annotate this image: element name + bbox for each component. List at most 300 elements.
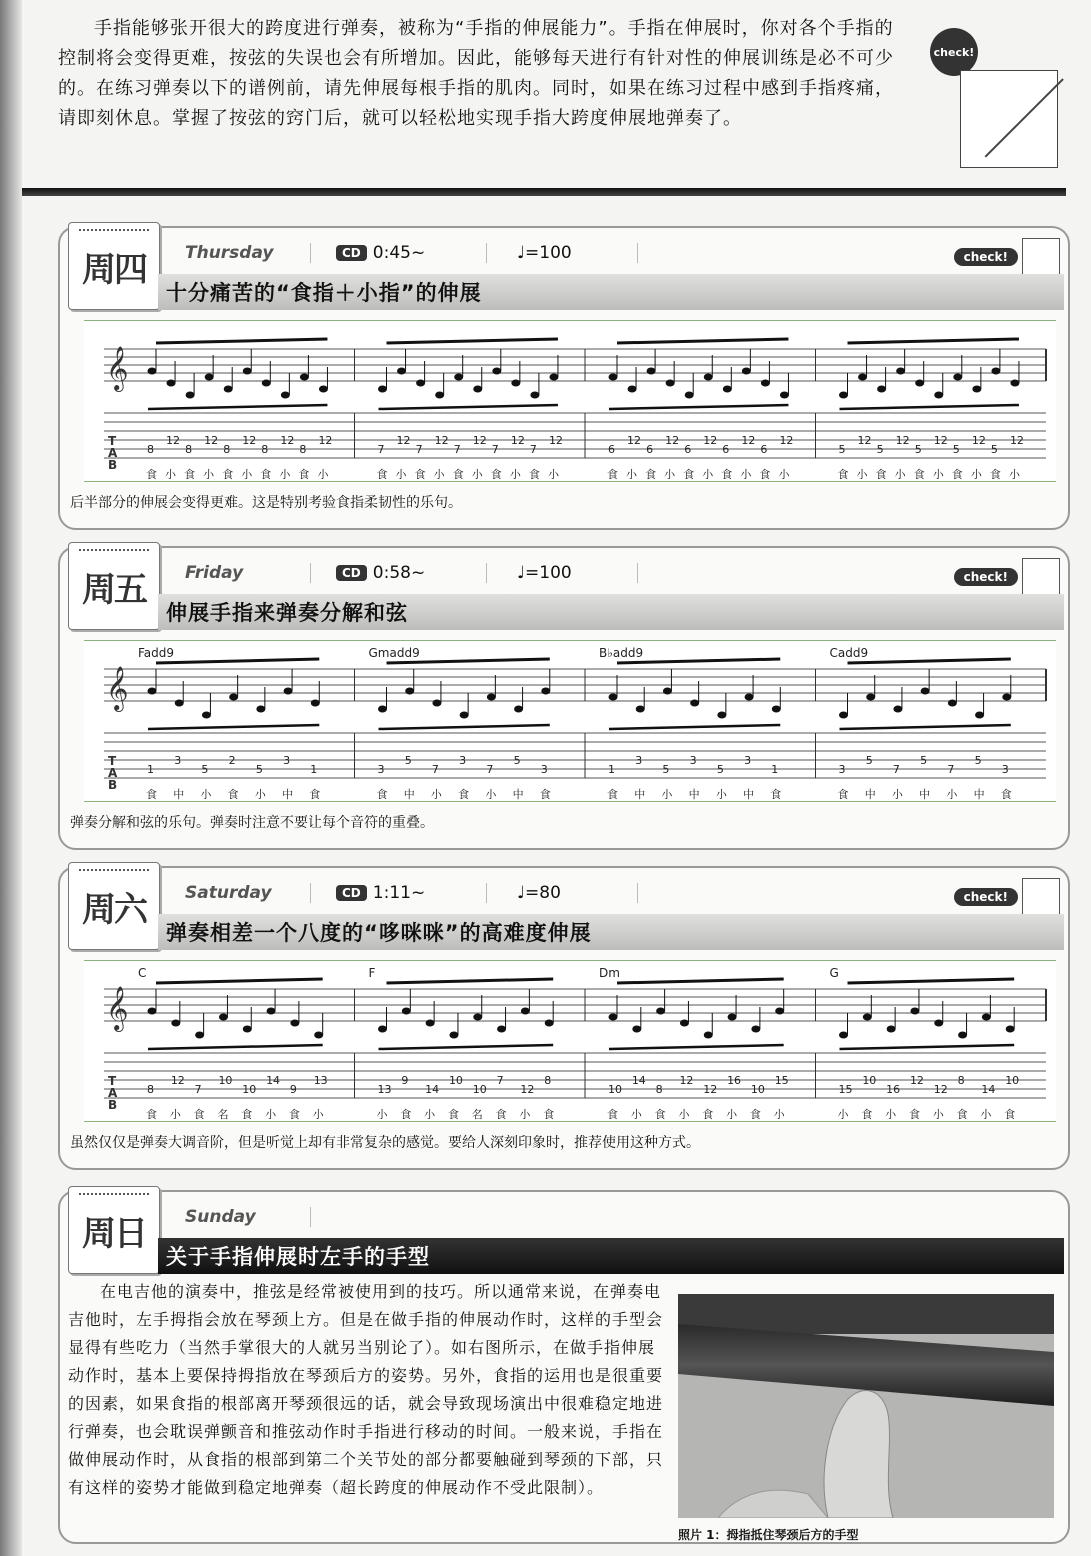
finger-label: 中 [634, 788, 646, 801]
finger-label: 小 [519, 1108, 531, 1121]
tab-clef: A [108, 766, 118, 780]
finger-label: 食 [288, 1108, 300, 1121]
note-head [148, 688, 157, 695]
note-head [405, 688, 414, 695]
note-head [416, 380, 425, 387]
finger-label: 食 [309, 788, 321, 801]
check-square[interactable] [960, 70, 1058, 168]
tab-number: 7 [892, 763, 900, 776]
note-head [921, 688, 930, 695]
tab-number: 5 [990, 443, 998, 456]
finger-label: 小 [630, 1108, 642, 1121]
tab-beam [840, 725, 1011, 729]
tab-number: 8 [223, 443, 231, 456]
finger-label: 小 [980, 1108, 992, 1121]
chord-name: Gmadd9 [368, 646, 420, 660]
note-head [402, 1008, 411, 1015]
day-name: Saturday [165, 883, 311, 903]
tab-number: 12 [779, 434, 794, 447]
tab-number: 12 [665, 434, 680, 447]
chord-name: Fadd9 [138, 646, 175, 660]
tab-number: 16 [886, 1083, 901, 1096]
tab-number: 12 [1009, 434, 1024, 447]
cd-track [311, 883, 487, 903]
sunday-card [58, 1190, 1070, 1544]
lesson-title: 十分痛苦的“食指＋小指”的伸展 [158, 274, 1064, 310]
note-head [863, 1014, 872, 1021]
finger-label: 中 [282, 788, 294, 801]
tab-clef: A [108, 446, 118, 460]
finger-label: 食 [837, 788, 849, 801]
finger-label: 小 [376, 1108, 388, 1121]
note-head [690, 700, 699, 707]
note-head [256, 706, 265, 713]
finger-label: 食 [875, 468, 887, 481]
tab-number: 5 [974, 754, 982, 767]
finger-label: 中 [403, 788, 415, 801]
finger-label: 小 [626, 468, 638, 481]
treble-clef: 𝄞 [106, 666, 129, 710]
cd-track [311, 243, 487, 263]
finger-label: 食 [241, 1108, 253, 1121]
tab-number: 3 [377, 763, 385, 776]
tab-number: 5 [876, 443, 884, 456]
lesson-title: 伸展手指来弹奏分解和弦 [158, 594, 1064, 630]
finger-label: 食 [607, 468, 618, 481]
cd-icon: CD [336, 565, 367, 581]
cd-icon: CD [336, 885, 367, 901]
lesson-header [165, 236, 1055, 270]
day-name: Friday [165, 563, 311, 583]
tab-number: 5 [201, 763, 209, 776]
notation-svg [84, 641, 1056, 801]
note-head [663, 688, 672, 695]
note-head [775, 1008, 784, 1015]
day-tab: 周四 [68, 222, 160, 310]
note-head [284, 688, 293, 695]
note-head [632, 1026, 641, 1033]
note-head [205, 374, 214, 381]
tab-number: 12 [627, 434, 642, 447]
score-area [84, 320, 1056, 482]
tab-number: 10 [448, 1074, 463, 1087]
note-head [723, 386, 732, 393]
tab-number: 10 [862, 1074, 877, 1087]
lesson-header [165, 556, 1055, 590]
finger-label: 小 [471, 468, 483, 481]
finger-label: 中 [919, 788, 931, 801]
check-square[interactable] [1022, 878, 1060, 916]
note-head [647, 368, 656, 375]
check-bubble: check! [930, 28, 978, 76]
finger-label: 食 [146, 1108, 157, 1121]
note-head [839, 392, 848, 399]
note-head [432, 700, 441, 707]
tab-beam [379, 725, 550, 729]
tab-number: 12 [971, 434, 986, 447]
note-head [219, 1014, 228, 1021]
finger-label: 食 [749, 1108, 761, 1121]
note-head [609, 1014, 618, 1021]
note-head [656, 1008, 665, 1015]
tab-number: 12 [204, 434, 219, 447]
finger-label: 食 [645, 468, 657, 481]
lesson-check[interactable] [954, 558, 1060, 596]
tab-number: 9 [401, 1074, 409, 1087]
check-pill: check! [954, 248, 1018, 266]
tab-number: 8 [299, 443, 307, 456]
tab-clef: T [108, 434, 117, 448]
tab-beam [148, 405, 327, 409]
note-head [167, 380, 176, 387]
photo-illustration [678, 1294, 1054, 1518]
beam [156, 339, 327, 343]
tab-number: 7 [529, 443, 537, 456]
note-head [243, 368, 252, 375]
note-head [449, 1032, 458, 1039]
finger-label: 中 [512, 788, 524, 801]
finger-label: 小 [169, 1108, 181, 1121]
note-head [378, 1026, 387, 1033]
tab-number: 14 [266, 1074, 281, 1087]
note-head [751, 1026, 760, 1033]
tab-beam [840, 405, 1019, 409]
finger-label: 小 [702, 468, 714, 481]
tab-number: 12 [472, 434, 487, 447]
finger-label: 小 [279, 468, 291, 481]
tab-number: 7 [486, 763, 494, 776]
tab-number: 2 [228, 754, 236, 767]
finger-label: 小 [317, 468, 329, 481]
note-head [378, 706, 387, 713]
finger-label: 小 [241, 468, 253, 481]
tab-number: 3 [283, 754, 291, 767]
chord-name: Dm [599, 966, 620, 980]
tab-beam [379, 1045, 554, 1049]
note-head [521, 1008, 530, 1015]
tab-number: 15 [774, 1074, 789, 1087]
tab-number: 14 [981, 1083, 996, 1096]
tab-number: 14 [425, 1083, 440, 1096]
finger-label: 小 [837, 1108, 849, 1121]
note-head [175, 700, 184, 707]
tab-beam [840, 1045, 1015, 1049]
note-head [171, 1020, 180, 1027]
finger-label: 食 [861, 1108, 873, 1121]
tempo-mark: ♩=100 [487, 243, 638, 263]
note-head [772, 706, 781, 713]
tab-number: 16 [727, 1074, 742, 1087]
note-head [858, 374, 867, 381]
tab-number: 5 [952, 443, 960, 456]
finger-label: 名 [217, 1108, 229, 1121]
finger-label: 小 [485, 788, 497, 801]
note-head [1002, 694, 1011, 701]
note-head [780, 392, 789, 399]
tab-clef: B [108, 458, 118, 472]
finger-label: 名 [471, 1108, 483, 1121]
finger-label: 小 [200, 788, 212, 801]
note-head [761, 380, 770, 387]
finger-label: 小 [547, 468, 559, 481]
note-head [454, 374, 463, 381]
finger-label: 小 [970, 468, 982, 481]
tab-number: 3 [174, 754, 182, 767]
tab-number: 12 [520, 1083, 535, 1096]
note-head [972, 386, 981, 393]
finger-label: 小 [773, 1108, 785, 1121]
tab-number: 12 [318, 434, 333, 447]
tab-number: 8 [261, 443, 269, 456]
tab-number: 3 [540, 763, 548, 776]
note-head [915, 380, 924, 387]
note-head [877, 386, 886, 393]
tab-number: 10 [472, 1083, 487, 1096]
tab-beam [148, 1045, 323, 1049]
tab-beam [609, 1045, 784, 1049]
finger-label: 小 [661, 788, 673, 801]
photo-caption: 照片 1：拇指抵住琴颈后方的手型 [678, 1528, 859, 1542]
intro-check-box[interactable] [930, 28, 1070, 178]
check-pill: check! [954, 888, 1018, 906]
lesson-card-thursday [58, 226, 1070, 530]
note-head [514, 706, 523, 713]
note-head [186, 392, 195, 399]
note-head [267, 1008, 276, 1015]
finger-label: 小 [395, 468, 407, 481]
lesson-check[interactable] [954, 878, 1060, 916]
note-head [636, 706, 645, 713]
tab-clef: T [108, 754, 117, 768]
tab-number: 1 [608, 763, 615, 776]
notation-svg [84, 961, 1056, 1121]
finger-label: 小 [678, 1108, 690, 1121]
finger-label: 小 [856, 468, 868, 481]
finger-label: 食 [683, 468, 695, 481]
tab-number: 13 [377, 1083, 392, 1096]
note-head [609, 694, 618, 701]
note-head [511, 380, 520, 387]
note-head [195, 1032, 204, 1039]
note-head [300, 374, 309, 381]
finger-label: 小 [265, 1108, 277, 1121]
lesson-header [165, 1200, 1055, 1234]
finger-label: 食 [543, 1108, 555, 1121]
note-head [487, 694, 496, 701]
finger-label: 食 [495, 1108, 507, 1121]
finger-label: 食 [400, 1108, 412, 1121]
finger-label: 食 [702, 1108, 714, 1121]
tab-number: 3 [744, 754, 752, 767]
tab-number: 7 [496, 1074, 504, 1087]
finger-label: 食 [770, 788, 782, 801]
check-pill: check! [954, 568, 1018, 586]
note-head [148, 1008, 157, 1015]
book-spine-shadow [0, 0, 22, 1556]
finger-label: 小 [254, 788, 266, 801]
note-head [319, 386, 328, 393]
note-head [435, 392, 444, 399]
score-area [84, 960, 1056, 1122]
tab-number: 8 [147, 1083, 154, 1096]
notation-svg [84, 321, 1056, 481]
finger-label: 食 [458, 788, 470, 801]
finger-label: 小 [312, 1108, 324, 1121]
day-name: Sunday [165, 1207, 311, 1227]
finger-label: 食 [951, 468, 963, 481]
lesson-card-friday [58, 546, 1070, 850]
tab-beam [379, 405, 558, 409]
tab-number: 8 [147, 443, 154, 456]
note-head [397, 368, 406, 375]
tab-number: 7 [431, 763, 439, 776]
finger-label: 食 [539, 788, 551, 801]
lesson-caption: 弹奏分解和弦的乐句。弹奏时注意不要让每个音符的重叠。 [70, 815, 434, 831]
check-square[interactable] [1022, 238, 1060, 276]
note-head [497, 1026, 506, 1033]
tab-number: 7 [194, 1083, 202, 1096]
note-head [991, 368, 1000, 375]
tab-number: 3 [459, 754, 467, 767]
note-head [473, 386, 482, 393]
tab-number: 6 [646, 443, 654, 456]
tab-number: 6 [760, 443, 768, 456]
note-head [866, 694, 875, 701]
note-head [281, 392, 290, 399]
tab-number: 5 [914, 443, 922, 456]
tab-number: 12 [703, 434, 718, 447]
finger-label: 小 [891, 788, 903, 801]
note-head [704, 1032, 713, 1039]
day-tab: 周六 [68, 862, 160, 950]
tab-number: 7 [415, 443, 423, 456]
finger-label: 食 [447, 1108, 459, 1121]
tab-number: 6 [608, 443, 615, 456]
note-head [680, 1020, 689, 1027]
note-head [982, 1014, 991, 1021]
finger-label: 食 [146, 788, 157, 801]
note-head [460, 712, 469, 719]
note-head [896, 368, 905, 375]
note-head [728, 1014, 737, 1021]
finger-label: 食 [222, 468, 234, 481]
chord-name: G [829, 966, 839, 980]
tab-number: 9 [289, 1083, 297, 1096]
finger-label: 食 [146, 468, 157, 481]
note-head [148, 368, 157, 375]
finger-label: 食 [1000, 788, 1012, 801]
finger-label: 小 [946, 788, 958, 801]
note-head [243, 1026, 252, 1033]
beam [387, 339, 558, 343]
finger-label: 小 [664, 468, 676, 481]
tab-number: 1 [771, 763, 779, 776]
lesson-header [165, 876, 1055, 910]
finger-label: 食 [528, 468, 540, 481]
cd-time: 0:45~ [372, 243, 426, 263]
finger-label: 小 [509, 468, 521, 481]
tab-number: 6 [722, 443, 730, 456]
note-head [426, 1020, 435, 1027]
hand-photo [678, 1294, 1054, 1518]
day-tab: 周五 [68, 542, 160, 630]
finger-label: 食 [607, 788, 618, 801]
lesson-check[interactable] [954, 238, 1060, 276]
tab-number: 3 [689, 754, 697, 767]
finger-label: 食 [759, 468, 771, 481]
lesson-title: 关于手指伸展时左手的手型 [158, 1238, 1064, 1274]
tab-number: 5 [838, 443, 846, 456]
day-tab: 周日 [68, 1186, 160, 1274]
beam [848, 979, 1015, 983]
note-head [202, 712, 211, 719]
tab-number: 12 [242, 434, 257, 447]
tab-number: 12 [396, 434, 411, 447]
finger-label: 食 [298, 468, 310, 481]
note-head [262, 380, 271, 387]
finger-label: 食 [908, 1108, 920, 1121]
finger-label: 中 [973, 788, 985, 801]
finger-label: 小 [430, 788, 442, 801]
finger-label: 小 [932, 468, 944, 481]
note-head [229, 694, 238, 701]
finger-label: 食 [837, 468, 849, 481]
finger-label: 食 [989, 468, 1001, 481]
tab-number: 8 [957, 1074, 965, 1087]
finger-label: 食 [260, 468, 272, 481]
finger-label: 中 [173, 788, 185, 801]
note-head [609, 374, 618, 381]
beam [848, 659, 1011, 663]
note-head [530, 392, 539, 399]
day-name: Thursday [165, 243, 311, 263]
tab-number: 12 [909, 1074, 924, 1087]
tab-number: 10 [1005, 1074, 1020, 1087]
finger-label: 食 [956, 1108, 968, 1121]
tempo-mark: ♩=80 [487, 883, 638, 903]
cd-time: 1:11~ [372, 883, 426, 903]
score-area [84, 640, 1056, 802]
beam [387, 979, 554, 983]
cd-icon: CD [336, 245, 367, 261]
tab-number: 12 [170, 1074, 185, 1087]
tab-number: 6 [684, 443, 692, 456]
note-head [311, 700, 320, 707]
tab-number: 12 [434, 434, 449, 447]
lesson-caption: 后半部分的伸展会变得更难。这是特别考验食指柔韧性的乐句。 [70, 495, 462, 511]
note-head [839, 1032, 848, 1039]
finger-label: 食 [452, 468, 464, 481]
finger-label: 小 [740, 468, 752, 481]
tab-number: 10 [242, 1083, 257, 1096]
finger-label: 食 [376, 468, 388, 481]
finger-label: 食 [721, 468, 733, 481]
check-square[interactable] [1022, 558, 1060, 596]
finger-label: 食 [490, 468, 502, 481]
finger-label: 小 [165, 468, 177, 481]
finger-label: 食 [1004, 1108, 1016, 1121]
note-head [314, 1032, 323, 1039]
tab-number: 12 [933, 1083, 948, 1096]
note-head [839, 712, 848, 719]
tab-number: 12 [510, 434, 525, 447]
tab-number: 5 [662, 763, 670, 776]
finger-label: 小 [203, 468, 215, 481]
finger-label: 小 [715, 788, 727, 801]
tab-number: 12 [933, 434, 948, 447]
chord-name: C [138, 966, 147, 980]
note-head [290, 1020, 299, 1027]
